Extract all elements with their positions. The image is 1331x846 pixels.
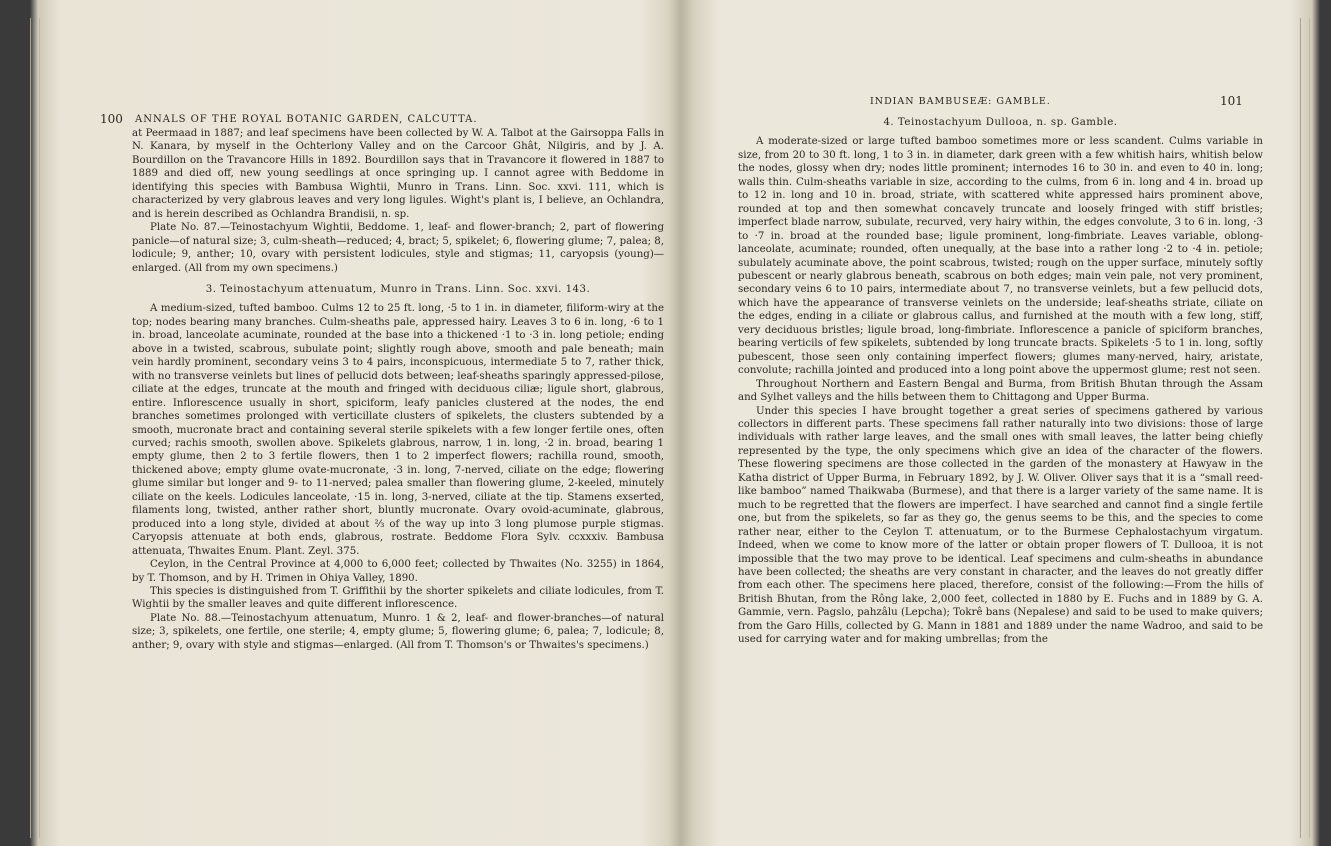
species-heading-attenuatum: 3. Teinostachyum attenuatum, Munro in Trans. Linn. Soc. xxvi. 143. <box>205 283 591 295</box>
right-running-head: INDIAN BAMBUSEÆ: GAMBLE. <box>870 96 1051 107</box>
left-paragraph: A medium-sized, tufted bamboo. Culms 12 to 25 ft. long, ·5 to 1 in. in diameter, filiform-wiry at the top; nodes bearing many branches. Culm-sheaths pale, appressed hairy. Leaves 3 to 6 in. long, ·6 to 1 in. broad, lanceolate acuminate, rounded at the base into a thickened ·1 to ·3 in. long petiole; ending above in a twisted, scabrous, subulate point; slightly rough above, smooth and pale beneath; main vein hardly prominent, secondary veins 3 to 4 pairs, inconspicuous, intermediate 5 to 7, rather thick, with no transverse veinlets but lines of pellucid dots between; leaf-sheaths sparingly appressed-pilose, ciliate at the edges, truncate at the mouth and fringed with deciduous ciliæ; ligule short, glabrous, entire. Inflorescence usually in short, spiciform, leafy panicles clustered at the nodes, the end branches sometimes prolonged with verticillate clusters of spikelets, the clusters subtended by a smooth, mucronate bract and containing several sterile spikelets with a few longer fertile ones, often curved; rachis smooth, swollen above. Spikelets glabrous, narrow, 1 in. long, ·2 in. broad, bearing 1 empty glume, then 2 to 3 fertile flowers, then 1 to 2 imperfect flowers; rachilla round, smooth, thickened above; empty glume ovate-mucronate, ·3 in. long, 7-nerved, ciliate on the edge; flowering glume similar but longer and 9- to 11-nerved; palea smaller than flowering glume, 2-keeled, minutely ciliate on the keels. Lodicules lanceolate, ·15 in. long, 3-nerved, ciliate at the tip. Stamens exserted, filaments long, twisted, anther rather short, bluntly mucronate. Ovary ovoid-acuminate, glabrous, produced into a long style, divided at about ⅔ of the way up into 3 long plumose purple stigmas. Caryopsis attenuate at both ends, glabrous, rostrate. Beddome Flora Sylv. ccxxxiv. Bambusa attenuata, Thwaites Enum. Plant. Zeyl. 375. <box>132 303 664 557</box>
left-paragraph: at Peermaad in 1887; and leaf specimens have been collected by W. A. Talbot at the Gairsoppa Falls in N. Kanara, by myself in the Ochterlony Valley and on the Carcoor Ghât, Nilgiris, and by J. A. Bourdillon on the Travancore Hills in 1892. Bourdillon says that in Travancore it flowered in 1887 to 1889 and died off, new young seedlings at once springing up. I cannot agree with Beddome in identifying this species with Bambusa Wightii, Munro in Trans. Linn. Soc. xxvi. 111, which is characterized by very glabrous leaves and very long ligules. Wight's plant is, I believe, an Ochlandra, and is herein described as Ochlandra Brandisii, n. sp. <box>132 128 664 220</box>
species-heading-dullooa: 4. Teinostachyum Dullooa, n. sp. Gamble. <box>883 117 1118 128</box>
right-paragraph: Under this species I have brought together a great series of specimens gathered by various collectors in different parts. These specimens fall rather naturally into two divisions: those of large individuals with rather large leaves, and the small ones with small leaves, the latter being chiefly represented by the type, the only specimens which give an idea of the character of the flowers. These flowering specimens are those collected in the garden of the monastery at Hawyaw in the Katha district of Upper Burma, in February 1892, by J. W. Oliver. Oliver says that it is a “small reed-like bamboo” named Thaikwaba (Burmese), and that there is a larger variety of the same name. It is much to be regretted that the flowers are imperfect. I have searched and cannot find a single fertile one, but from the spikelets, so far as they go, the genus seems to be this, and the species to come rather near, either to the Ceylon T. attenuatum, or to the Burmese Cephalostachyum virgatum. Indeed, when we come to know more of the latter or obtain proper flowers of T. Dullooa, it is not impossible that the two may prove to be identical. Leaf specimens and culm-sheaths in abundance have been collected; the sheaths are very constant in character, and the leaves do not greatly differ from each other. The specimens here placed, therefore, consist of the following:—From the hills of British Bhutan, from the Rông lake, 2,000 feet, collected in 1880 by E. Fuchs and in 1889 by G. A. Gammie, vern. Pagslo, pahzâlu (Lepcha); Tokrê bans (Nepalese) and said to be used to make quivers; from the Garo Hills, collected by G. Mann in 1881 and 1889 under the name Wadroo, and said to be used for carrying water and for making umbrellas; from the <box>738 405 1263 646</box>
plate-88-caption: Plate No. 88.—Teinostachyum attenuatum, Munro. 1 & 2, leaf- and flower-branches—of natural size; 3, spikelets, one fertile, one sterile; 4, empty glume; 5, flowering glume; 6, palea; 7, lodicule; 8, anther; 9, ovary with style and stigmas—enlarged. (All from T. Thomson's or Thwaites's specimens.) <box>132 612 664 651</box>
plate-87-caption: Plate No. 87.—Teinostachyum Wightii, Beddome. 1, leaf- and flower-branch; 2, part of flowering panicle—of natural size; 3, culm-sheath—reduced; 4, bract; 5, spikelet; 6, flowering glume; 7, palea; 8, lodicule; 9, anther; 10, ovary with persistent lodicules, style and stigmas; 11, caryopsis (young)—enlarged. (All from my own specimens.) <box>132 222 664 274</box>
left-text-column <box>132 127 664 652</box>
left-page-edge <box>30 18 40 838</box>
left-page <box>40 0 680 846</box>
right-page-number: 101 <box>1220 94 1243 108</box>
right-paragraph: A moderate-sized or large tufted bamboo sometimes more or less scandent. Culms variable in size, from 20 to 30 ft. long, 1 to 3 in. in diameter, dark green with a few whitish hairs, whitish below the nodes, glossy when dry; nodes little prominent; internodes 16 to 30 in. and even to 40 in. long; walls thin. Culm-sheaths variable in size, according to the culms, from 6 in. long and 4 in. broad up to 12 in. long and 10 in. broad, striate, with scattered white appressed hairs prominent above, rounded at top and then somewhat concavely truncate and loosely fringed with stiff bristles; imperfect blade narrow, subulate, recurved, very hairy within, the edges convolute, 3 to 6 in. long, ·3 to ·7 in. broad at the rounded base; ligule prominent, long-fimbriate. Leaves variable, oblong-lanceolate, acuminate; rounded, often unequally, at the base into a rather long ·2 to ·4 in. petiole; subulately acuminate above, the point scabrous, twisted; rough on the upper surface, minutely softly pubescent or nearly glabrous beneath, scabrous on both edges; main vein pale, not very prominent, secondary veins 6 to 10 pairs, intermediate about 7, no transverse veinlets, but a few pellucid dots, which have the appearance of transverse veinlets on the underside; leaf-sheaths striate, ciliate on the edges, ending in a ciliate or glabrous callus, and furnished at the mouth with a few long, stiff, very deciduous bristles; ligule broad, long-fimbriate. Inflorescence a panicle of spiciform branches, bearing verticils of few spikelets, subtended by long truncate bracts. Spikelets ·5 to 1 in. long, softly pubescent, those seen only containing imperfect flowers; glumes many-nerved, hairy, aristate, convolute; rachilla jointed and produced into a long point above the uppermost glume; rest not seen. <box>738 136 1263 377</box>
right-text-column <box>738 112 1263 647</box>
left-page-number: 100 <box>100 112 123 126</box>
left-paragraph: This species is distinguished from T. Griffithii by the shorter spikelets and ciliate lodicules, from T. Wightii by the smaller leaves and quite different inflorescence. <box>132 585 664 611</box>
left-paragraph: Ceylon, in the Central Province at 4,000 to 6,000 feet; collected by Thwaites (No. 3255) in 1864, by T. Thomson, and by H. Trimen in Ohiya Valley, 1890. <box>132 559 664 584</box>
right-page <box>688 0 1320 846</box>
left-running-head: ANNALS OF THE ROYAL BOTANIC GARDEN, CALCUTTA. <box>135 114 478 125</box>
right-paragraph: Throughout Northern and Eastern Bengal and Burma, from British Bhutan through the Assam and Sylhet valleys and the hills between them to Chittagong and Upper Burma. <box>738 378 1263 404</box>
